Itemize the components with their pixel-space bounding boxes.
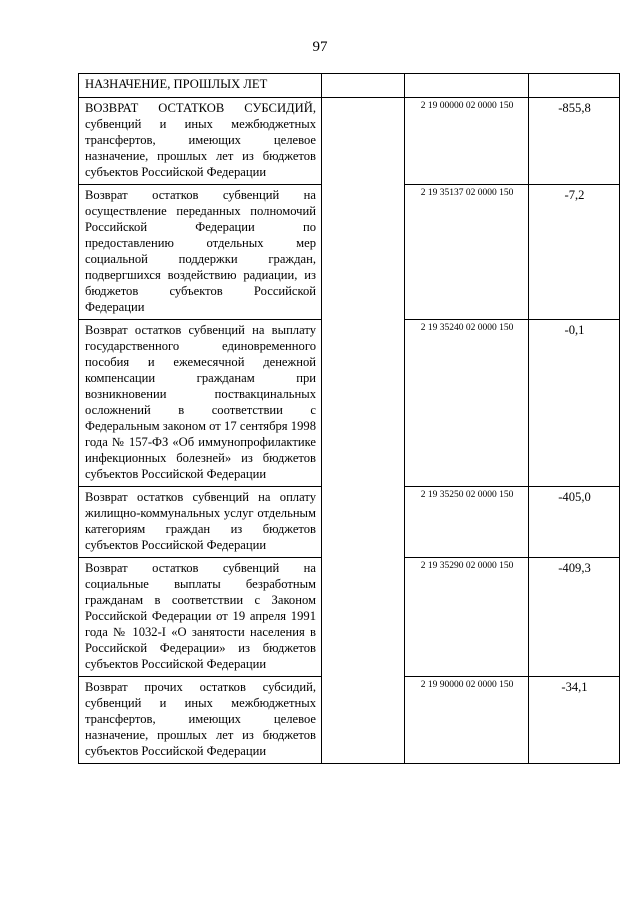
row-amount: -409,3 [529, 558, 620, 677]
row-name: Возврат остатков субвенций на оплату жилищно-коммунальных услуг отдельным категориям граждан из бюджетов субъектов Российской Федерации [79, 487, 322, 558]
row-name: Возврат остатков субвенций на социальные выплаты безработным гражданам в соответствии с Законом Российской Федерации от 19 апреля 1991 года № 1032-I «О занятости населения в Российской Федерации» из бюджетов субъектов Российской Федерации [79, 558, 322, 677]
row-code: 2 19 90000 02 0000 150 [405, 677, 529, 764]
admin-cell [322, 74, 405, 98]
row-name: НАЗНАЧЕНИЕ, ПРОШЛЫХ ЛЕТ [79, 74, 322, 98]
row-code: 2 19 35290 02 0000 150 [405, 558, 529, 677]
row-amount: -34,1 [529, 677, 620, 764]
row-code: 2 19 35250 02 0000 150 [405, 487, 529, 558]
row-name: Возврат прочих остатков субсидий, субвенций и иных межбюджетных трансфертов, имеющих целевое назначение, прошлых лет из бюджетов субъектов Российской Федерации [79, 677, 322, 764]
row-amount [529, 74, 620, 98]
row-amount: -405,0 [529, 487, 620, 558]
budget-table [78, 73, 620, 764]
row-amount: -855,8 [529, 98, 620, 185]
row-name: Возврат остатков субвенций на осуществление переданных полномочий Российской Федерации по предоставлению отдельных мер социальной поддержки граждан, подвергшихся воздействию радиации, из бюджетов субъектов Российской Федерации [79, 185, 322, 320]
row-name: ВОЗВРАТ ОСТАТКОВ СУБСИДИЙ, субвенций и иных межбюджетных трансфертов, имеющих целевое назначение, прошлых лет из бюджетов субъектов Российской Федерации [79, 98, 322, 185]
row-amount: -0,1 [529, 320, 620, 487]
row-code: 2 19 35137 02 0000 150 [405, 185, 529, 320]
admin-cell [322, 98, 405, 764]
table-row [79, 74, 620, 98]
table-row [79, 98, 620, 185]
row-amount: -7,2 [529, 185, 620, 320]
row-code: 2 19 00000 02 0000 150 [405, 98, 529, 185]
row-name: Возврат остатков субвенций на выплату государственного единовременного пособия и ежемесячной денежной компенсации гражданам при возникновении поствакцинальных осложнений в соответствии с Федеральным законом от 17 сентября 1998 года № 157-ФЗ «Об иммунопрофилактике инфекционных болезней» из бюджетов субъектов Российской Федерации [79, 320, 322, 487]
page-number: 97 [312, 39, 328, 55]
row-code [405, 74, 529, 98]
row-code: 2 19 35240 02 0000 150 [405, 320, 529, 487]
